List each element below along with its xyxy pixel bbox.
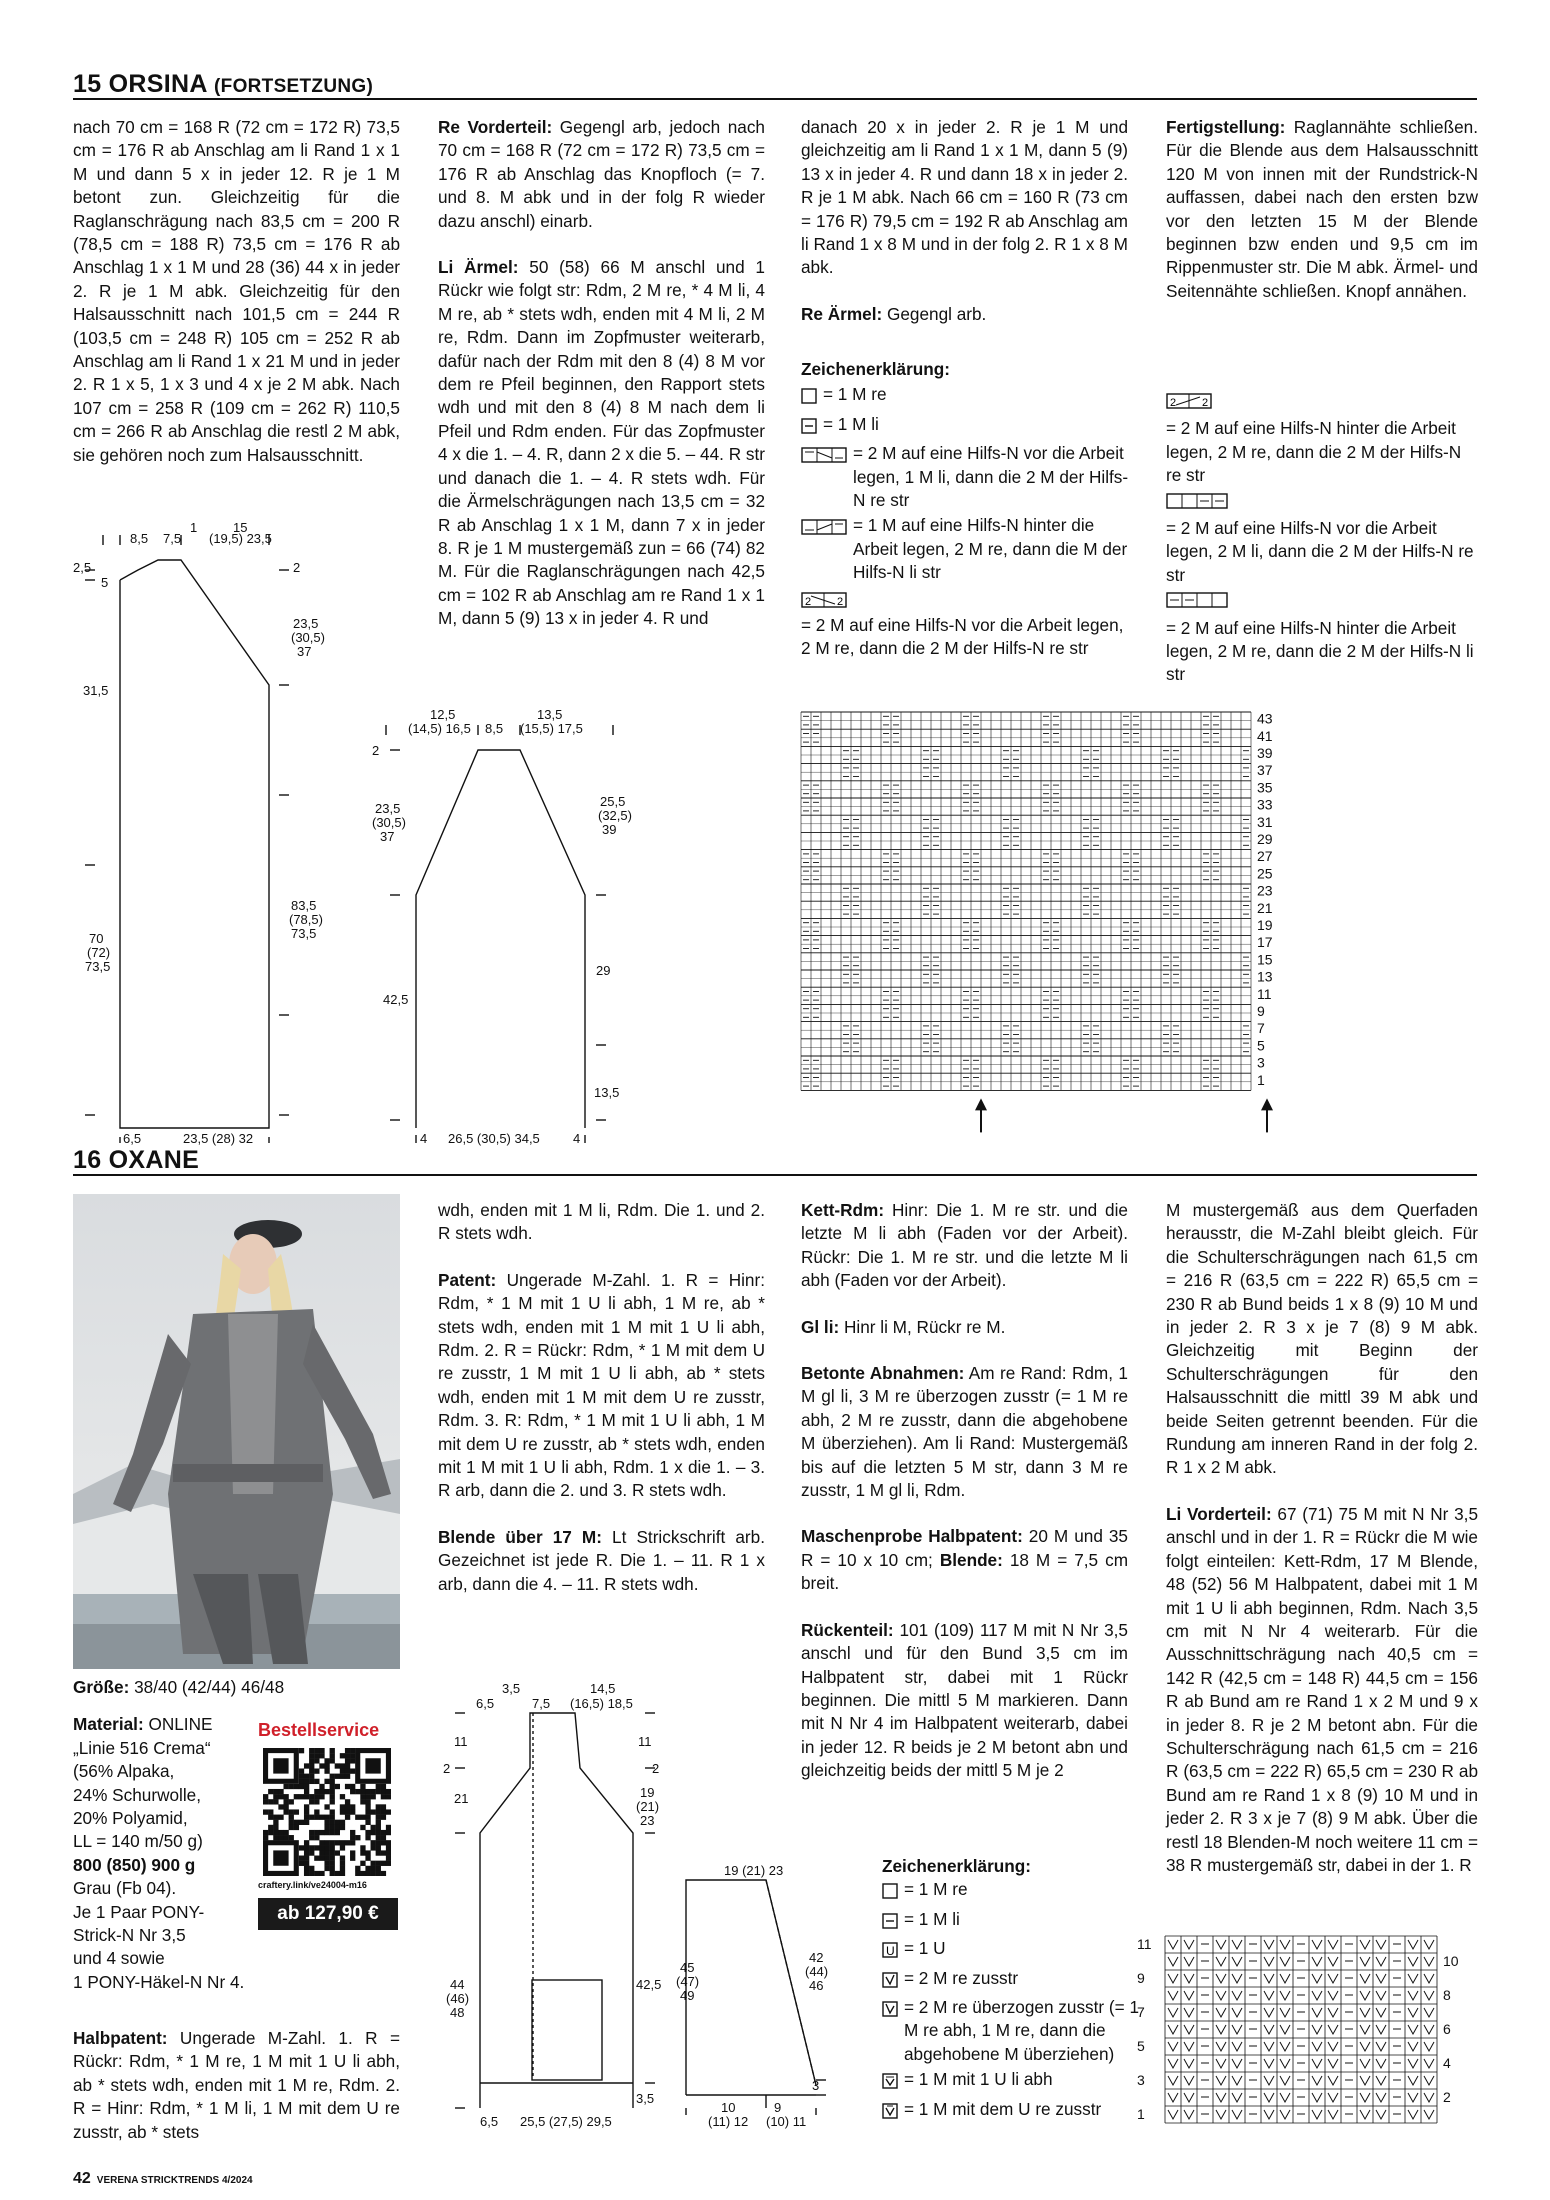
s15-li-aermel: Li Ärmel: 50 (58) 66 M anschl und 1 Rückr wie folgt str: Rdm, 2 M re, * 4 M li, 4 M re, ab * stets wdh, enden mit 4 M li, 2 M re, Rdm. Dann im Zopfmuster weiterarb, dafür nach der Rdm mit den 8 (4) 8 M vor dem re Pfeil beginnen, den Rapport stets wdh und mit den 8 (4) 8 M nach dem li Pfeil und Rdm enden. Für das Zopfmuster 4 x die 1. – 4. R, dann 2 x die 5. – 44. R str und danach die 1. – 4. R stets wdh. Für die Ärmelschrägungen nach 13,5 cm = 32 R ab Anschlag 1 x 1 M, dann 7 x in jeder 8. R je 1 M mustergemäß zun = 66 (74) 82 M. Für die Raglanschrägungen nach 42,5 cm = 102 R ab Anschlag am re Rand 1 x 1 M, dann 5 (9) 13 x in jeder 4. R und <box>438 257 765 629</box>
s15-front-right-5: 83,5 <box>291 898 317 913</box>
s16-back-left-6: 48 <box>450 2005 465 2020</box>
svg-text:U: U <box>886 1944 895 1959</box>
section-15-rule <box>73 98 1477 100</box>
s15-chart-row-19: 19 <box>1257 917 1273 933</box>
s16-back-right-4: (21) <box>636 1799 660 1814</box>
cable-back-purl-icon <box>801 518 847 584</box>
s15-front-right-1: 2 <box>293 560 301 575</box>
s16-column-3 <box>801 1199 1128 1806</box>
s16-material2-line-1: Grau (Fb 04). <box>73 1878 177 1899</box>
s16-maschenprobe: Maschenprobe Halbpatent: 20 M und 35 R = 10 x 10 cm; Blende: 18 M = 7,5 cm breit. <box>801 1526 1129 1594</box>
s15-column-1 <box>73 116 400 490</box>
s15-front-left-5: (72) <box>87 945 111 960</box>
s15-re-aermel: Re Ärmel: Gegengl arb. <box>801 303 987 324</box>
s15-chart-row-7: 7 <box>1257 1020 1265 1037</box>
s15-chart-row-25: 25 <box>1257 865 1273 882</box>
s16-back-right-5: 23 <box>640 1813 655 1828</box>
s16-chart-row-right-8: 8 <box>1443 1987 1451 2003</box>
s16-patent: Patent: Ungerade M-Zahl. 1. R = Hinr: Rdm, * 1 M mit 1 U li abh, 1 M re, ab * stets wdh, enden mit 1 M mit 1 U li abh, Rdm. 2. R = Rückr: Rdm, * 1 M mit dem U re zusstr, 1 M mit 1 U li abh, ab * stets wdh, enden mit 1 M mit dem U re zusstr, Rdm. 3. R: Rdm, * 1 M mit 1 U li abh, 1 M mit dem U re zusstr, ab * stets wdh, enden mit 1 M mit 1 U li abh, Rdm. 1 x die 1. – 3. R arb, dann die 2. und 3. R stets wdh. <box>438 1269 765 1501</box>
s16-front-left-2: (47) <box>676 1974 700 1989</box>
s16-material-line-3: (56% Alpaka, <box>73 1761 175 1782</box>
s16-front-bottom-3: 9 <box>774 2100 782 2115</box>
svg-text:2: 2 <box>1170 397 1177 409</box>
s15-sleeve-bottom-1: 4 <box>420 1131 428 1146</box>
s15-chart-row-35: 35 <box>1257 779 1273 796</box>
s15-front-right-7: 73,5 <box>291 926 317 941</box>
s15-front-top-5: (19,5) 23,5 <box>209 531 272 546</box>
s16-material2-line-5: 1 PONY-Häkel-N Nr 4. <box>73 1971 245 1992</box>
s16-back-top-3: 7,5 <box>532 1696 551 1711</box>
section-15-name: ORSINA <box>108 70 207 98</box>
s16-material: Material: ONLINE <box>73 1714 213 1735</box>
s16-column-4 <box>1166 1199 1478 1900</box>
s15-front-top-2: 7,5 <box>163 531 182 546</box>
s15-column-3 <box>801 116 1128 349</box>
s15-front-bottom-2: 23,5 (28) 32 <box>183 1131 254 1146</box>
model-photo-illustration <box>73 1194 400 1669</box>
s16-back-right-1: 11 <box>638 1734 652 1749</box>
price-badge: ab 127,90 € <box>258 1898 398 1930</box>
s16-chart-row-left-7: 7 <box>1137 2004 1145 2020</box>
s15-sleeve-right-1: 25,5 <box>600 794 626 809</box>
s15-sleeve-left-5: 42,5 <box>383 992 409 1007</box>
qr-link[interactable]: craftery.link/ve24004-m16 <box>258 1880 367 1890</box>
s16-back-bottom-1: 6,5 <box>480 2114 499 2129</box>
s16-front-right-2: (44) <box>805 1964 829 1979</box>
purl-symbol-icon <box>801 417 817 440</box>
s15-front-top-3: 1 <box>190 520 198 535</box>
s15-chart-row-43: 43 <box>1257 710 1273 727</box>
s16-material2-line-3: Strick-N Nr 3,5 <box>73 1925 186 1946</box>
s16-legend-title: Zeichenerklärung: <box>882 1856 1031 1876</box>
s16-halbpatent: Halbpatent: Ungerade M-Zahl. 1. R = Rückr: Rdm, * 1 M re, 1 M mit 1 U li abh, ab * stets wdh, enden mit 1 M re, Rdm. 2. R = Hinr: Rdm, * 1 M li, 1 M mit dem U re zusstr, ab * stets <box>73 2028 400 2142</box>
s16-legend-p: = 1 M li <box>882 1908 1142 1935</box>
s15-front-left-3: 31,5 <box>83 683 109 698</box>
s15-front-top-1: 8,5 <box>130 531 149 546</box>
knit-yo-icon <box>882 2102 898 2125</box>
s15-legend <box>801 358 1131 663</box>
s15-fertigstellung: Fertigstellung: Raglannähte schließen. Für die Blende aus dem Halsausschnitt 120 M von innen mit der Rundstrick-N auffassen, dabei nach den ersten bzw vor den letzten 15 M der Blende beginnen bzw enden und 9,5 cm im Rippenmuster str. Die M abk. Ärmel- und Seitennähte schließen. Knopf annähen. <box>1166 117 1478 301</box>
s15-chart-row-9: 9 <box>1257 1003 1265 1019</box>
cable-front-knit-icon <box>801 591 1125 614</box>
s16-chart-row-right-2: 2 <box>1443 2089 1451 2105</box>
s16-back-left-5: (46) <box>446 1991 470 2006</box>
s15-sleeve-bottom-3: 4 <box>573 1131 581 1146</box>
s16-li-vorderteil: Li Vorderteil: 67 (71) 75 M mit N Nr 3,5 anschl und in der 1. R = Rückr die M wie folgt einteilen: Kett-Rdm, 17 M Blende, 48 (52) 56 M Halbpatent, dabei mit 1 M mit 1 U li abh beginnen, Rdm. Nach 3,5 cm mit N Nr 4 weiterarb. Für die Ausschnittschrägung nach 40,5 cm = 142 R (42,5 cm = 148 R) 44,5 cm = 156 R ab Bund am re Rand 1 x 2 M und 9 x in jeder 8. R je 2 M betont abn. Für die Schulterschrägung nach 61,5 cm = 216 R (63,5 cm = 222 R) 65,5 cm = 230 R ab Bund am re Rand 1 x 8 (9) 10 M und in jeder 2. R 3 x je 7 (8) 9 M abk. Über die restl 18 Blenden-M noch weitere 11 cm = 38 R mustergemäß str, dabei in der 1. R <box>1166 1503 1478 1875</box>
s16-material2-line-4: und 4 sowie <box>73 1948 165 1969</box>
s16-schema-back <box>440 1683 665 2128</box>
s15-chart-row-39: 39 <box>1257 745 1273 761</box>
section-16-name: OXANE <box>108 1146 200 1174</box>
cable-front-2purl-icon <box>1166 492 1478 515</box>
s15-chart-row-27: 27 <box>1257 848 1273 865</box>
knit-symbol-icon <box>801 387 817 410</box>
s16-chart-row-right-10: 10 <box>1443 1953 1459 1969</box>
s16-material-line-4: 24% Schurwolle, <box>73 1784 202 1805</box>
slip-yo-icon <box>882 2072 898 2095</box>
cable-back-2purl-icon <box>1166 591 1478 614</box>
s15-chart-row-11: 11 <box>1257 985 1272 1002</box>
s15-sleeve-left-2: 23,5 <box>375 801 401 816</box>
s16-back-right-2: 2 <box>652 1761 660 1776</box>
s16-back-right-6: 42,5 <box>636 1977 662 1992</box>
s16-legend-k: = 1 M re <box>882 1878 1142 1905</box>
s15-chart-row-37: 37 <box>1257 762 1273 779</box>
s15-chart-row-17: 17 <box>1257 934 1273 951</box>
s16-back-right-7: 3,5 <box>636 2091 655 2106</box>
s15-sleeve-top-3: 8,5 <box>485 721 504 736</box>
s16-back-top-1: 3,5 <box>502 1681 521 1696</box>
s15-legend-item-k: = 1 M re <box>801 383 1131 410</box>
s16-amount: 800 (850) 900 g <box>73 1854 196 1875</box>
k2tog-icon <box>882 1971 898 1994</box>
s16-legend-skp: = 2 M re überzogen zusstr (= 1 M re abh, 1 M re, dann die abgehobene M überziehen) <box>882 1996 1142 2066</box>
s16-front-left-1: 45 <box>680 1960 695 1975</box>
s15-legend-item-cable-1: = 2 M auf eine Hilfs-N vor die Arbeit legen, 1 M li, dann die 2 M der Hilfs-N re str <box>801 442 1131 512</box>
s15-front-left-1: 2,5 <box>73 560 92 575</box>
s15-front-bottom-1: 6,5 <box>123 1131 142 1146</box>
footer <box>73 2170 253 2188</box>
s15-sleeve-top-2: (14,5) 16,5 <box>408 721 471 736</box>
s16-legend <box>882 1855 1142 2127</box>
s16-rueckenteil: Rückenteil: 101 (109) 117 M mit N Nr 3,5 anschl und für den Bund 3,5 cm im Halbpatent str, dabei mit 1 Rückr beginnen. Die mittl 5 M markieren. Dann mit N Nr 4 im Halbpatent weiterarb, dabei in jeder 12. R beids je 2 M betont abn und gleichzeitig beids der mittl 5 M je 2 <box>801 1619 1128 1781</box>
cable-front-purl-icon <box>801 446 847 512</box>
s15-legend-right-item-1: = 2 M auf eine Hilfs-N hinter die Arbeit legen, 2 M re, dann die 2 M der Hilfs-N re str <box>1166 418 1462 486</box>
section-15-suffix: (FORTSETZUNG) <box>214 76 374 97</box>
s16-material-line-2: „Linie 516 Crema“ <box>73 1737 211 1758</box>
s16-back-left-2: 2 <box>443 1761 451 1776</box>
s15-sleeve-top-5: (15,5) 17,5 <box>520 721 583 736</box>
s16-front-top-1: 19 (21) 23 <box>724 1863 784 1878</box>
s15-chart-row-41: 41 <box>1257 727 1273 744</box>
s15-legend-right <box>1166 392 1478 687</box>
s16-gl-li: Gl li: Hinr li M, Rückr re M. <box>801 1316 1006 1337</box>
s15-sleeve-left-1: 2 <box>372 743 380 758</box>
s15-front-right-4: 37 <box>297 644 312 659</box>
skp-icon <box>882 2000 898 2066</box>
cable-back-knit-icon <box>1166 392 1478 415</box>
knit-symbol-icon <box>882 1882 898 1905</box>
s15-chart-row-5: 5 <box>1257 1037 1265 1054</box>
svg-text:2: 2 <box>1202 397 1209 409</box>
s16-front-right-1: 42 <box>809 1950 824 1965</box>
s15-column-2 <box>438 116 765 654</box>
s15-sleeve-right-5: 13,5 <box>594 1085 620 1100</box>
s15-chart-row-21: 21 <box>1257 899 1273 916</box>
s15-legend-item-cable-2: = 1 M auf eine Hilfs-N hinter die Arbeit legen, 2 M re, dann die M der Hilfs-N li str <box>801 514 1131 584</box>
s16-schema-front <box>666 1850 846 2140</box>
s16-size: Größe: 38/40 (42/44) 46/48 <box>73 1677 285 1697</box>
s15-sleeve-top-1: 12,5 <box>430 707 456 722</box>
s15-sleeve-top-4: 13,5 <box>537 707 563 722</box>
s16-col2-p1: wdh, enden mit 1 M li, Rdm. Die 1. und 2. R stets wdh. <box>438 1200 765 1244</box>
s15-legend-item-cable-3: 2 2 = 2 M auf eine Hilfs-N vor die Arbeit legen, 2 M re, dann die 2 M der Hilfs-N re str <box>801 587 1131 661</box>
s16-material-line-5: 20% Polyamid, <box>73 1808 188 1829</box>
s15-cable-chart <box>801 708 1477 1138</box>
s16-legend-slyo: = 1 M mit 1 U li abh <box>882 2068 1142 2095</box>
purl-symbol-icon <box>882 1912 898 1935</box>
s16-back-left-1: 11 <box>454 1734 468 1749</box>
s15-front-right-3: (30,5) <box>291 630 325 645</box>
s15-front-left-2: 5 <box>101 575 109 590</box>
s16-front-bottom-4: (10) 11 <box>766 2114 807 2129</box>
s15-chart-row-1: 1 <box>1257 1071 1265 1088</box>
s15-sleeve-right-3: 39 <box>602 822 617 837</box>
s16-material2-line-2: Je 1 Paar PONY- <box>73 1901 205 1922</box>
s16-back-top-4: 14,5 <box>590 1681 616 1696</box>
s15-chart-row-33: 33 <box>1257 796 1273 813</box>
s16-back-left-4: 44 <box>450 1977 465 1992</box>
s16-back-top-2: 6,5 <box>476 1696 495 1711</box>
s16-back-right-3: 19 <box>640 1785 655 1800</box>
s16-chart-row-left-5: 5 <box>1137 2038 1145 2054</box>
section-16-number: 16 <box>73 1146 102 1174</box>
s16-chart-row-left-11: 11 <box>1137 1936 1152 1952</box>
s16-front-bottom-1: 10 <box>721 2100 736 2115</box>
s15-front-right-2: 23,5 <box>293 616 319 631</box>
svg-text:2: 2 <box>837 595 844 608</box>
s15-chart-arrow-2 <box>1261 1098 1273 1132</box>
s16-chart-row-right-6: 6 <box>1443 2021 1451 2037</box>
s16-blende-chart <box>1135 1932 1485 2132</box>
model-photo <box>73 1194 400 1669</box>
qr-code-icon[interactable] <box>263 1748 391 1876</box>
s15-re-vorderteil: Re Vorderteil: Gegengl arb, jedoch nach 70 cm = 168 R (72 cm = 172 R) 73,5 cm = 176 R ab Anschlag das Knopfloch (= 7. und 8. M abk und in der folg R wieder dazu anschl) einarb. <box>438 117 765 231</box>
s15-front-left-4: 70 <box>89 931 104 946</box>
s15-sleeve-bottom-2: 26,5 (30,5) 34,5 <box>448 1131 540 1146</box>
s16-chart-row-left-9: 9 <box>1137 1970 1145 1986</box>
s16-column-2 <box>438 1199 765 1619</box>
s16-betonte: Betonte Abnahmen: Am re Rand: Rdm, 1 M gl li, 3 M re überzogen zusstr (= 1 M re abh, 2 M re zusstr, dann die abgehobene M überziehen). Am li Rand: Mustergemäß bis auf die letzten 5 M str, dann 3 M re zusstr, 1 M gl li, Rdm. <box>801 1363 1128 1501</box>
s16-blende: Blende über 17 M: Lt Strickschrift arb. Gezeichnet ist jede R. Die 1. – 11. R 1 x arb, dann die 4. – 11. R stets wdh. <box>438 1526 765 1594</box>
s15-chart-row-13: 13 <box>1257 968 1273 985</box>
s15-column-4 <box>1166 116 1478 326</box>
s16-legend-kyo: = 1 M mit dem U re zusstr <box>882 2098 1142 2125</box>
s15-legend-item-p: = 1 M li <box>801 413 1131 440</box>
s16-material-line-6: LL = 140 m/50 g) <box>73 1831 203 1852</box>
s16-col4-p1: M mustergemäß aus dem Querfaden herausstr, die M-Zahl bleibt gleich. Für die Schulterschrägungen nach 61,5 cm = 216 R (63,5 cm = 222 R) 65,5 cm = 230 R ab Bund beids 1 x 8 (9) 10 M und in jeder 2. R 3 x je 7 (8) 9 M abk. Gleichzeitig mit Beginn der Schulterschrägungen für den Halsausschnitt die mittl 39 M abk und beide Seiten getrennt beenden. Für die Rundung am inneren Rand in der folg 2. R 1 x 2 M abk. <box>1166 1200 1478 1478</box>
section-15-title <box>73 70 373 99</box>
s15-legend-title: Zeichenerklärung: <box>801 359 950 379</box>
s15-chart-row-29: 29 <box>1257 831 1273 847</box>
s15-front-left-6: 73,5 <box>85 959 111 974</box>
s16-chart-row-left-3: 3 <box>1137 2072 1145 2088</box>
s15-chart-row-3: 3 <box>1257 1054 1265 1071</box>
s15-sleeve-right-2: (32,5) <box>598 808 632 823</box>
s16-back-left-3: 21 <box>454 1791 469 1806</box>
s16-back-bottom-2: 25,5 (27,5) 29,5 <box>520 2114 612 2129</box>
s15-chart-row-23: 23 <box>1257 882 1273 899</box>
s16-legend-yo: U = 1 U <box>882 1937 1142 1964</box>
s16-front-right-3: 46 <box>809 1978 824 1993</box>
bestellservice-label: Bestellservice <box>258 1720 380 1740</box>
magazine-name: VERENA STRICKTRENDS 4/2024 <box>96 2175 253 2186</box>
s15-chart-arrow-1 <box>975 1098 987 1132</box>
section-15-number: 15 <box>73 70 102 98</box>
page-number: 42 <box>73 2170 91 2187</box>
s15-legend-right-item-2: = 2 M auf eine Hilfs-N vor die Arbeit legen, 2 M li, dann die 2 M der Hilfs-N re str <box>1166 518 1474 585</box>
s15-chart-row-15: 15 <box>1257 951 1273 968</box>
s15-col3-text: danach 20 x in jeder 2. R je 1 M und gleichzeitig am li Rand 1 x 1 M, dann 5 (9) 13 x in jeder 4. R und dann 18 x in jeder 2. R je 1 M abk. Nach 66 cm = 160 R (73 cm = 176 R) 79,5 cm = 192 R ab Anschlag am li Rand 1 x 8 M und in der folg 2. R 1 x 8 M abk. <box>801 117 1128 278</box>
svg-text:2: 2 <box>805 595 812 608</box>
s16-legend-k2tog: = 2 M re zusstr <box>882 1967 1142 1994</box>
s15-col1-text: nach 70 cm = 168 R (72 cm = 172 R) 73,5 cm = 176 R ab Anschlag am li Rand 1 x 1 M und dann 5 x in jeder 12. R je 1 M betont zun. Gleichzeitig für die Raglanschrägung nach 83,5 cm = 200 R (78,5 cm = 188 R) 73,5 cm = 176 R ab Anschlag 1 x 1 M und 28 (36) 44 x in jeder 2. R je 1 M abk. Gleichzeitig für den Halsausschnitt nach 101,5 cm = 244 R (103,5 cm = 248 R) 105 cm = 252 R ab Anschlag am li Rand 1 x 21 M und in jeder 2. R 1 x 5, 1 x 3 und 4 x je 2 M abk. Nach 107 cm = 258 R (109 cm = 262 R) 110,5 cm = 266 R ab Anschlag die restl 2 M abk, sie gehören noch zum Halsausschnitt. <box>73 117 400 465</box>
s15-sleeve-right-4: 29 <box>596 963 611 978</box>
s15-legend-right-item-3: = 2 M auf eine Hilfs-N hinter die Arbeit legen, 2 M re, dann die 2 M der Hilfs-N li str <box>1166 617 1474 685</box>
s15-front-right-6: (78,5) <box>289 912 323 927</box>
s15-chart-row-31: 31 <box>1257 813 1273 830</box>
s16-kett-rdm: Kett-Rdm: Hinr: Die 1. M re str. und die letzte M li abh (Faden vor der Arbeit). Rückr: Die 1. M re str. und die letzte M li abh (Faden vor der Arbeit). <box>801 1200 1128 1291</box>
s16-front-right-4: 3 <box>812 2078 820 2093</box>
section-16-rule <box>73 1174 1477 1176</box>
section-16-title <box>73 1146 199 1175</box>
s16-chart-row-left-1: 1 <box>1137 2106 1145 2122</box>
s16-front-left-3: 49 <box>680 1988 695 2003</box>
s15-front-top-4: 15 <box>233 520 248 535</box>
s15-sleeve-left-3: (30,5) <box>372 815 406 830</box>
s15-schema-sleeve <box>370 705 632 1146</box>
s16-back-top-5: (16,5) 18,5 <box>570 1696 633 1711</box>
s16-chart-row-right-4: 4 <box>1443 2055 1451 2071</box>
yarn-over-icon <box>882 1941 898 1964</box>
s15-sleeve-left-4: 37 <box>380 829 395 844</box>
s15-schema-front <box>73 520 325 1146</box>
s16-front-bottom-2: (11) 12 <box>708 2114 749 2129</box>
